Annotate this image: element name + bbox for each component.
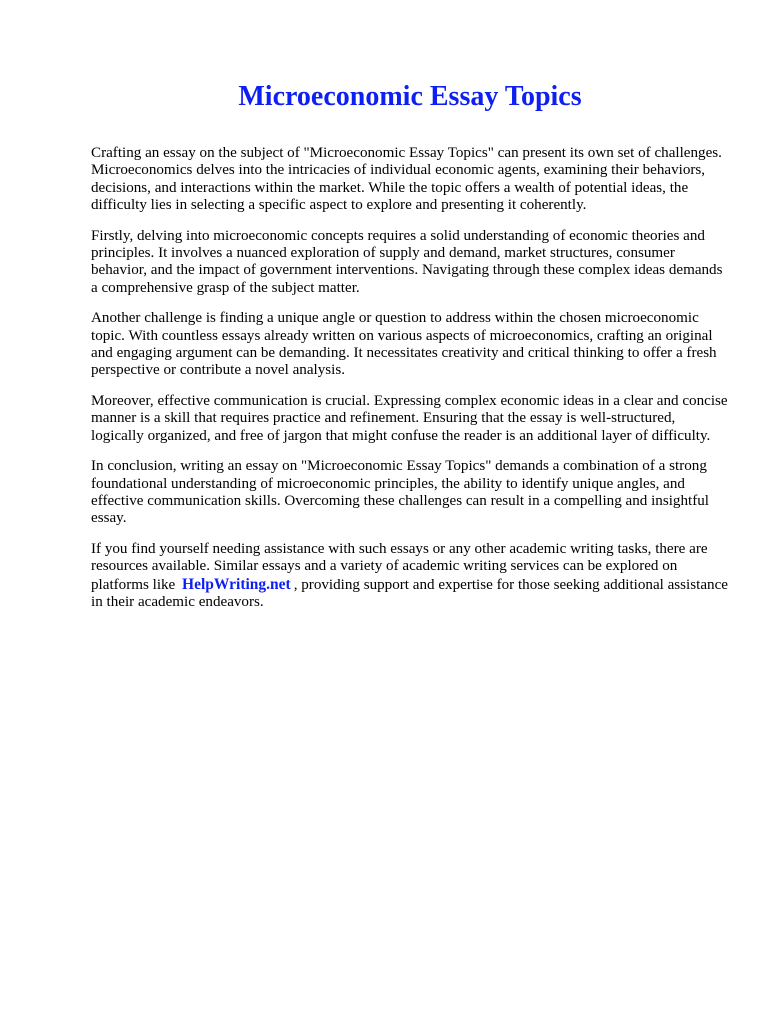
paragraph-conclusion: In conclusion, writing an essay on "Microeconomic Essay Topics" demands a combination of a strong foundational understanding of microeconomic principles, the ability to identify unique angles, and effective communication skills. Overcoming these challenges can result in a compelling and insightful essay. xyxy=(91,458,709,527)
paragraph-unique-angle: Another challenge is finding a unique angle or question to address within the chosen microeconomic topic. With countless essays already written on various aspects of microeconomics, crafting an original and engaging argument can be demanding. It necessitates creativity and critical thinking to offer a fresh perspective or contribute a novel analysis. xyxy=(91,310,717,379)
document-body xyxy=(91,145,731,625)
assistance-text-before-link: If you find yourself needing assistance with such essays or any other academic writing tasks, there are resources available. Similar essays and a variety of academic writing services can be explored on platforms like xyxy=(91,541,708,593)
paragraph-communication: Moreover, effective communication is crucial. Expressing complex economic ideas in a clear and concise manner is a skill that requires practice and refinement. Ensuring that the essay is well-structured, logically organized, and free of jargon that might confuse the reader is an additional layer of difficulty. xyxy=(91,393,728,444)
assistance-text-after-link: , providing support and expertise for those seeking additional assistance in their academic endeavors. xyxy=(91,576,728,611)
paragraph-concepts: Firstly, delving into microeconomic concepts requires a solid understanding of economic theories and principles. It involves a nuanced exploration of supply and demand, market structures, consumer behavior, and the impact of government interventions. Navigating through these complex ideas demands a comprehensive grasp of the subject matter. xyxy=(91,227,723,296)
helpwriting-link[interactable]: HelpWriting.net xyxy=(182,575,291,593)
page-title: Microeconomic Essay Topics xyxy=(238,81,582,112)
paragraph-intro: Crafting an essay on the subject of "Microeconomic Essay Topics" can present its own set of challenges. Microeconomics delves into the intricacies of individual economic agents, examining their behaviors, decisions, and interactions within the market. While the topic offers a wealth of potential ideas, the difficulty lies in selecting a specific aspect to explore and presenting it coherently. xyxy=(91,145,722,213)
paragraph-assistance xyxy=(91,541,731,611)
